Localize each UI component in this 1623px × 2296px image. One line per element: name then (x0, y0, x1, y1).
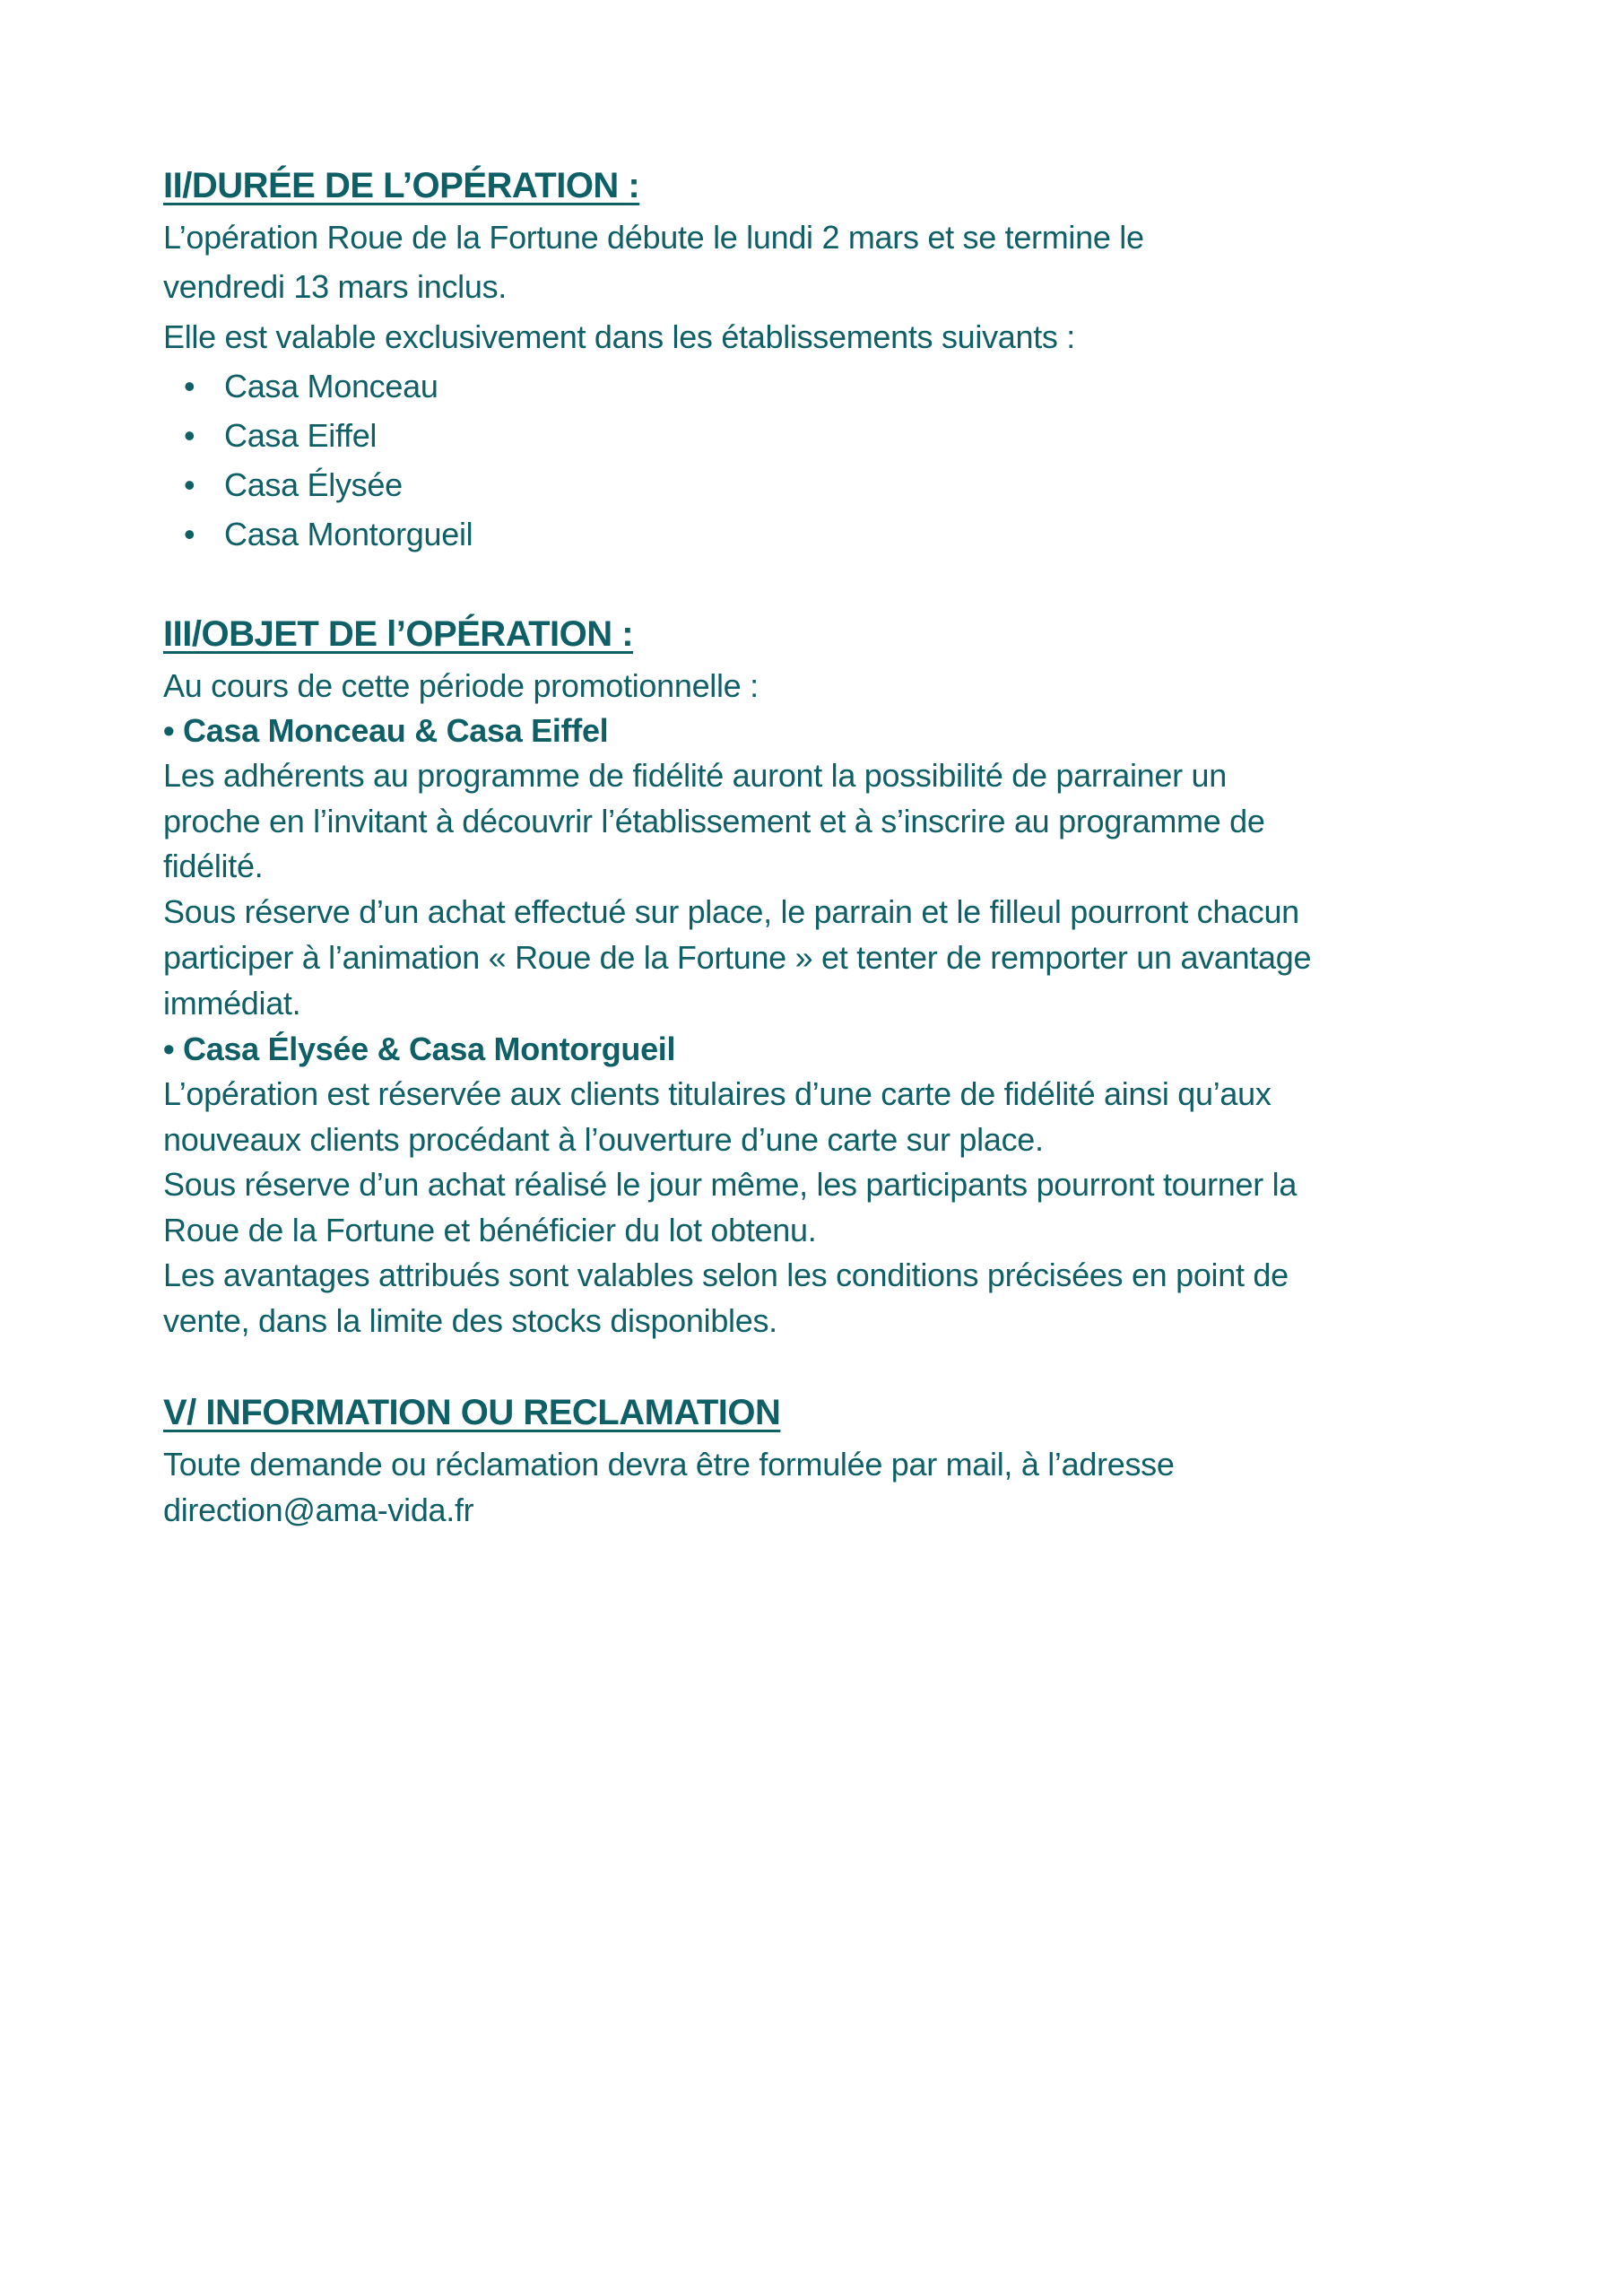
section-3-text-line: L’opération est réservée aux clients titulaires d’une carte de fidélité ainsi qu’aux (163, 1075, 1271, 1112)
subheading-monceau-eiffel: • Casa Monceau & Casa Eiffel (163, 712, 609, 749)
bullet-icon: • (184, 368, 195, 404)
section-5-heading: V/ INFORMATION OU RECLAMATION (163, 1393, 781, 1432)
section-5-text-line: Toute demande ou réclamation devra être formulée par mail, à l’adresse (163, 1446, 1175, 1483)
section-2-text-line: Elle est valable exclusivement dans les établissements suivants : (163, 318, 1076, 355)
section-3-text-line: participer à l’animation « Roue de la Fortune » et tenter de remporter un avantage (163, 939, 1312, 976)
section-3-text-line: nouveaux clients procédant à l’ouverture d’une carte sur place. (163, 1121, 1044, 1158)
contact-email[interactable]: direction@ama-vida.fr (163, 1492, 474, 1528)
section-3-heading: III/OBJET DE l’OPÉRATION : (163, 614, 634, 654)
section-3-text-line: immédiat. (163, 985, 301, 1022)
section-3-text-line: vente, dans la limite des stocks disponibles. (163, 1302, 777, 1339)
section-3-text-line: Les avantages attribués sont valables selon les conditions précisées en point de (163, 1257, 1289, 1293)
establishment-item: Casa Montorgueil (224, 516, 473, 552)
bullet-icon: • (184, 466, 195, 503)
section-3-text-line: Les adhérents au programme de fidélité auront la possibilité de parrainer un (163, 757, 1227, 794)
section-2-heading: II/DURÉE DE L’OPÉRATION : (163, 166, 640, 205)
section-3-intro: Au cours de cette période promotionnelle : (163, 667, 759, 704)
establishment-item: Casa Monceau (224, 368, 438, 404)
section-3-text-line: Sous réserve d’un achat réalisé le jour même, les participants pourront tourner la (163, 1166, 1298, 1203)
section-3-text-line: Roue de la Fortune et bénéficier du lot obtenu. (163, 1212, 817, 1248)
bullet-icon: • (184, 417, 195, 454)
subheading-elysee-montorgueil: • Casa Élysée & Casa Montorgueil (163, 1031, 676, 1067)
bullet-icon: • (184, 516, 195, 552)
section-2-text-line: L’opération Roue de la Fortune débute le lundi 2 mars et se termine le (163, 219, 1144, 256)
section-3-text-line: fidélité. (163, 848, 264, 884)
section-3-text-line: Sous réserve d’un achat effectué sur place, le parrain et le filleul pourront chacun (163, 893, 1299, 930)
establishment-item: Casa Élysée (224, 466, 403, 503)
section-3-text-line: proche en l’invitant à découvrir l’établissement et à s’inscrire au programme de (163, 803, 1265, 839)
section-2-text-line: vendredi 13 mars inclus. (163, 268, 507, 305)
establishment-item: Casa Eiffel (224, 417, 378, 454)
